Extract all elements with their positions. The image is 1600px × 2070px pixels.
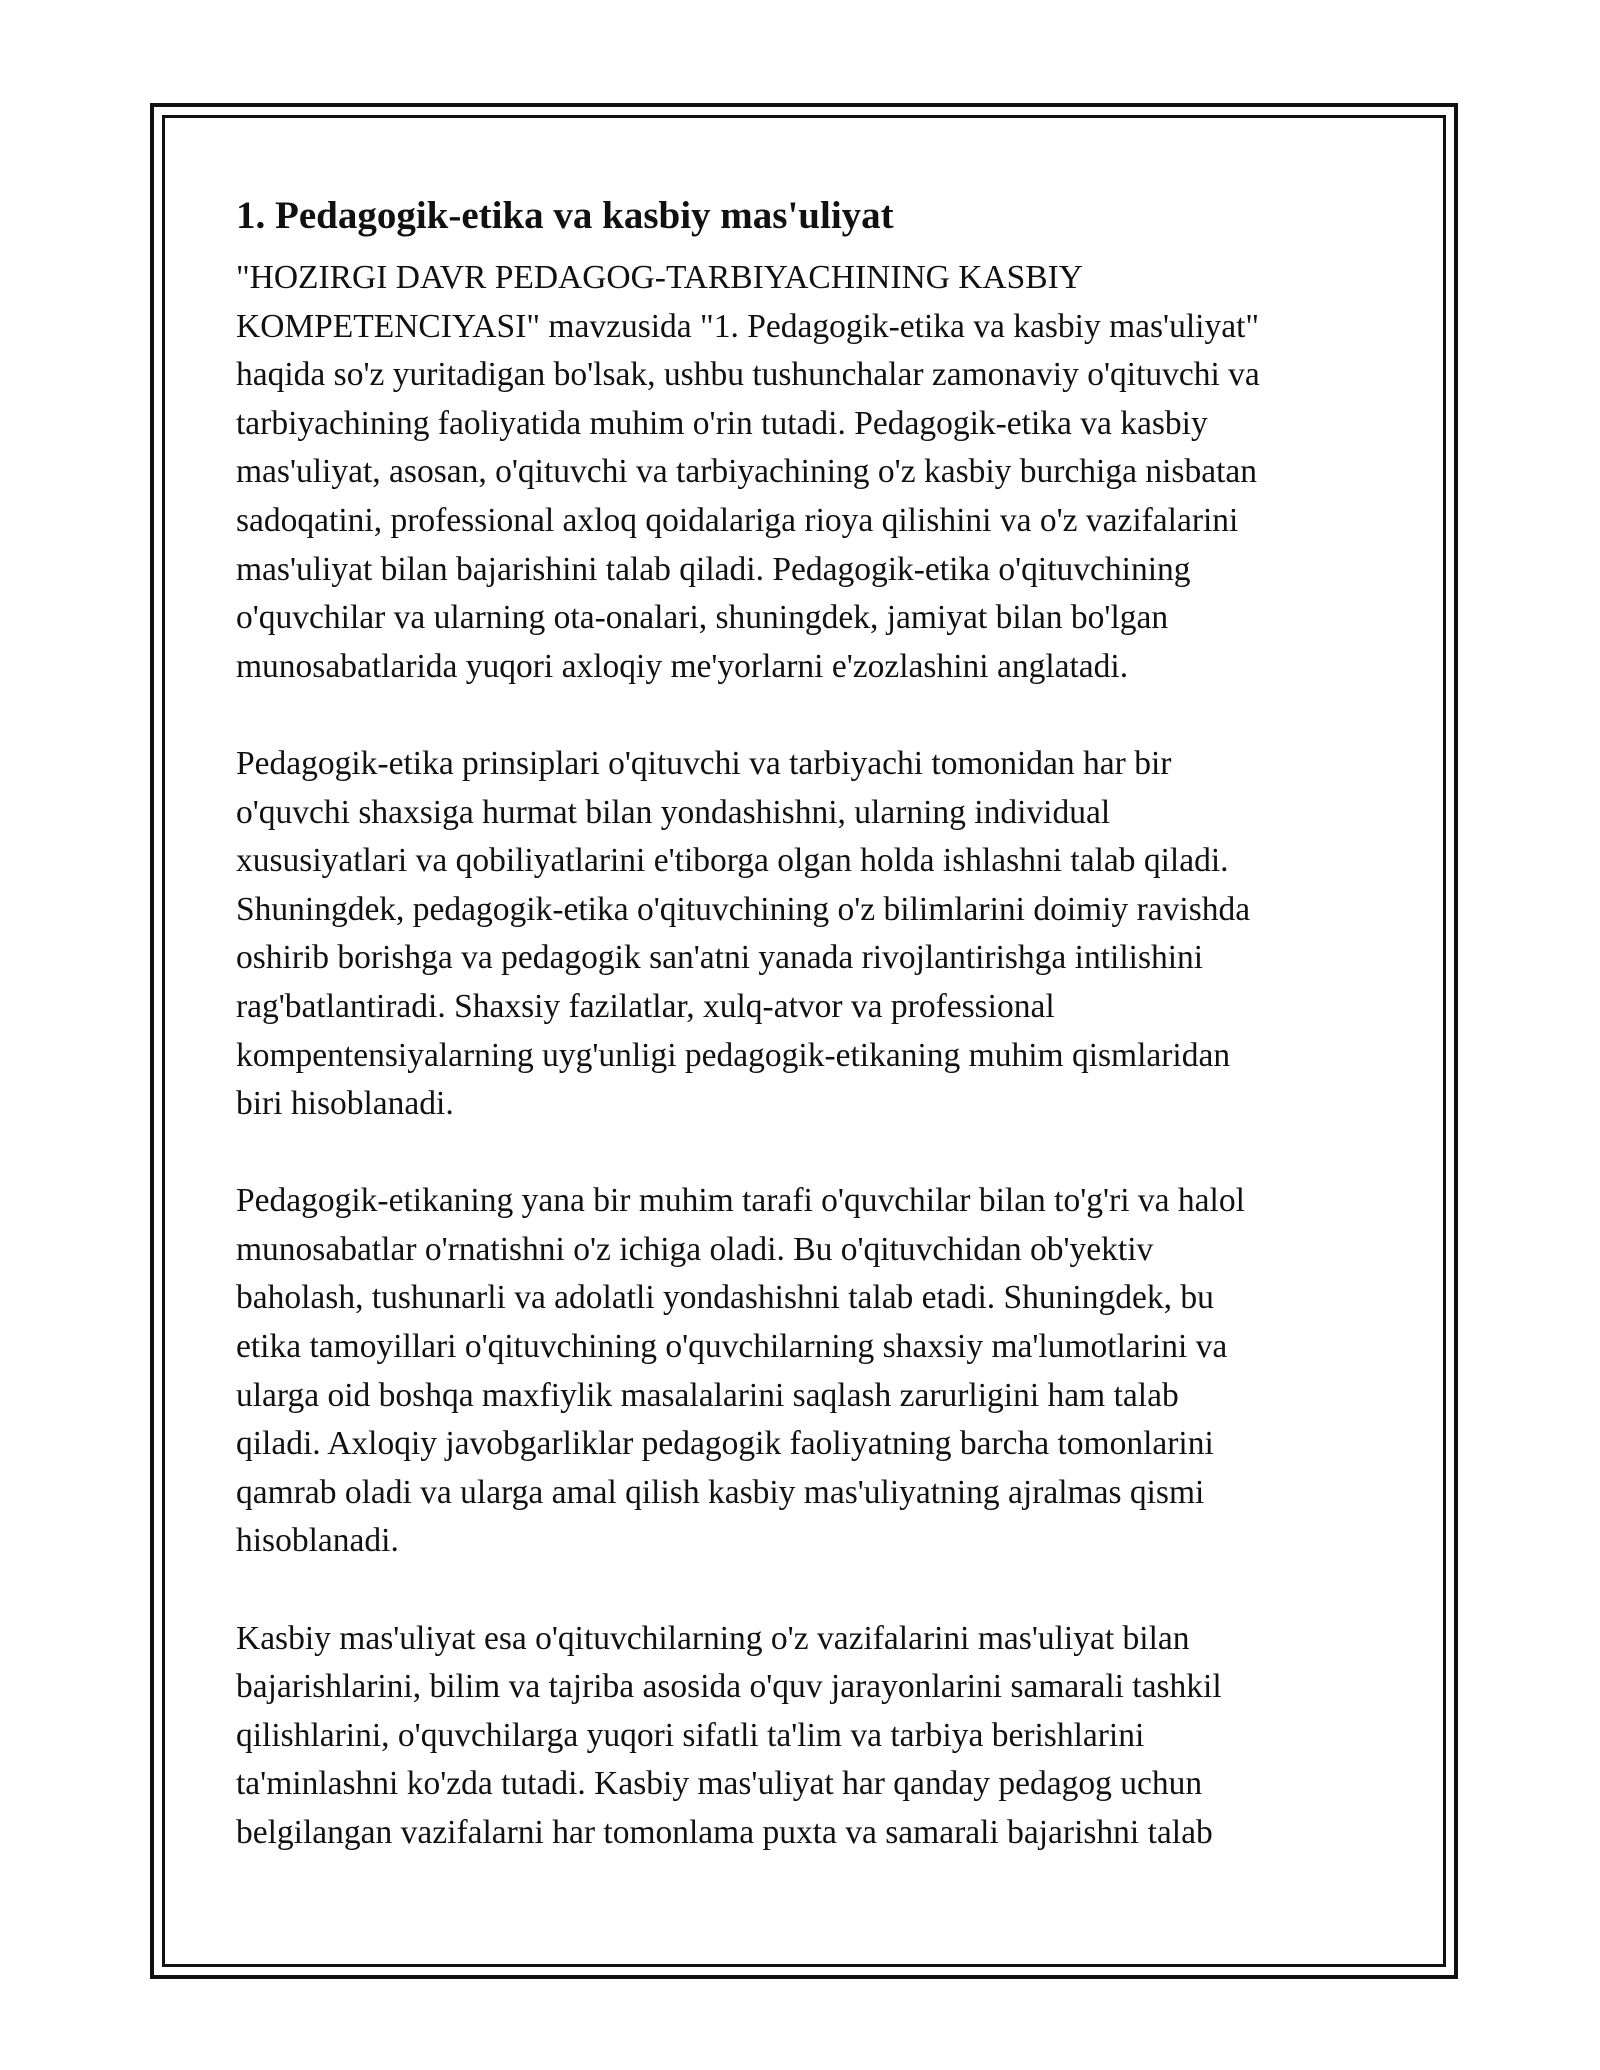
paragraph-line: sadoqatini, professional axloq qoidalariga rioya qilishini va o'z vazifalarini [236,501,1239,539]
paragraph-line: mas'uliyat, asosan, o'qituvchi va tarbiyachining o'z kasbiy burchiga nisbatan [236,453,1257,491]
body-paragraph [236,1177,1396,1566]
body-paragraph [236,254,1396,691]
paragraph-line: baholash, tushunarli va adolatli yondashishni talab etadi. Shuningdek, bu [236,1279,1214,1317]
paragraph-line: KOMPETENCIYASI" mavzusida "1. Pedagogik-etika va kasbiy mas'uliyat" [236,307,1260,345]
paragraph-line: Pedagogik-etikaning yana bir muhim tarafi o'quvchilar bilan to'g'ri va halol [236,1182,1245,1220]
paragraph-line: kompentensiyalarning uyg'unligi pedagogik-etikaning muhim qismlaridan [236,1036,1231,1074]
section-heading: 1. Pedagogik-etika va kasbiy mas'uliyat [236,194,894,237]
paragraph-line: o'quvchi shaxsiga hurmat bilan yondashishni, ularning individual [236,793,1111,831]
paragraph-container [236,254,1396,1858]
paragraph-line: mas'uliyat bilan bajarishini talab qiladi. Pedagogik-etika o'qituvchining [236,550,1191,588]
paragraph-line: etika tamoyillari o'qituvchining o'quvchilarning shaxsiy ma'lumotlarini va [236,1328,1228,1366]
paragraph-line: hisoblanadi. [236,1522,399,1560]
paragraph-line: biri hisoblanadi. [236,1085,454,1123]
paragraph-line: belgilangan vazifalarni har tomonlama puxta va samarali bajarishni talab [236,1814,1213,1851]
paragraph-line: qamrab oladi va ularga amal qilish kasbiy mas'uliyatning ajralmas qismi [236,1473,1205,1511]
paragraph-line: xususiyatlari va qobiliyatlarini e'tiborga olgan holda ishlashni talab qiladi. [236,842,1229,880]
paragraph-line: Kasbiy mas'uliyat esa o'qituvchilarning o'z vazifalarini mas'uliyat bilan [236,1619,1190,1657]
paragraph-line: munosabatlar o'rnatishni o'z ichiga oladi. Bu o'qituvchidan ob'yektiv [236,1230,1154,1268]
paragraph-line: haqida so'z yuritadigan bo'lsak, ushbu tushunchalar zamonaviy o'qituvchi va [236,356,1260,394]
body-paragraph [236,1615,1396,1858]
paragraph-line: munosabatlarida yuqori axloqiy me'yorlarni e'zozlashini anglatadi. [236,647,1129,685]
paragraph-line: o'quvchilar va ularning ota-onalari, shuningdek, jamiyat bilan bo'lgan [236,599,1169,637]
paragraph-line: qiladi. Axloqiy javobgarliklar pedagogik faoliyatning barcha tomonlarini [236,1425,1214,1463]
paragraph-line: Pedagogik-etika prinsiplari o'qituvchi va tarbiyachi tomonidan har bir [236,744,1172,782]
paragraph-line: tarbiyachining faoliyatida muhim o'rin tutadi. Pedagogik-etika va kasbiy [236,404,1208,442]
paragraph-line: oshirib borishga va pedagogik san'atni yanada rivojlantirishga intilishini [236,939,1204,977]
paragraph-line: Shuningdek, pedagogik-etika o'qituvchining o'z bilimlarini doimiy ravishda [236,890,1251,928]
paragraph-line: ta'minlashni ko'zda tutadi. Kasbiy mas'uliyat har qanday pedagog uchun [236,1765,1203,1803]
paragraph-line: "HOZIRGI DAVR PEDAGOG-TARBIYACHINING KASBIY [236,259,1083,296]
paragraph-line: bajarishlarini, bilim va tajriba asosida o'quv jarayonlarini samarali tashkil [236,1668,1222,1706]
paragraph-line: ularga oid boshqa maxfiylik masalalarini saqlash zarurligini ham talab [236,1376,1179,1414]
paragraph-line: rag'batlantiradi. Shaxsiy fazilatlar, xulq-atvor va professional [236,987,1055,1025]
document-content [236,188,1396,1858]
body-paragraph [236,740,1396,1129]
paragraph-line: qilishlarini, o'quvchilarga yuqori sifatli ta'lim va tarbiya berishlarini [236,1716,1145,1754]
